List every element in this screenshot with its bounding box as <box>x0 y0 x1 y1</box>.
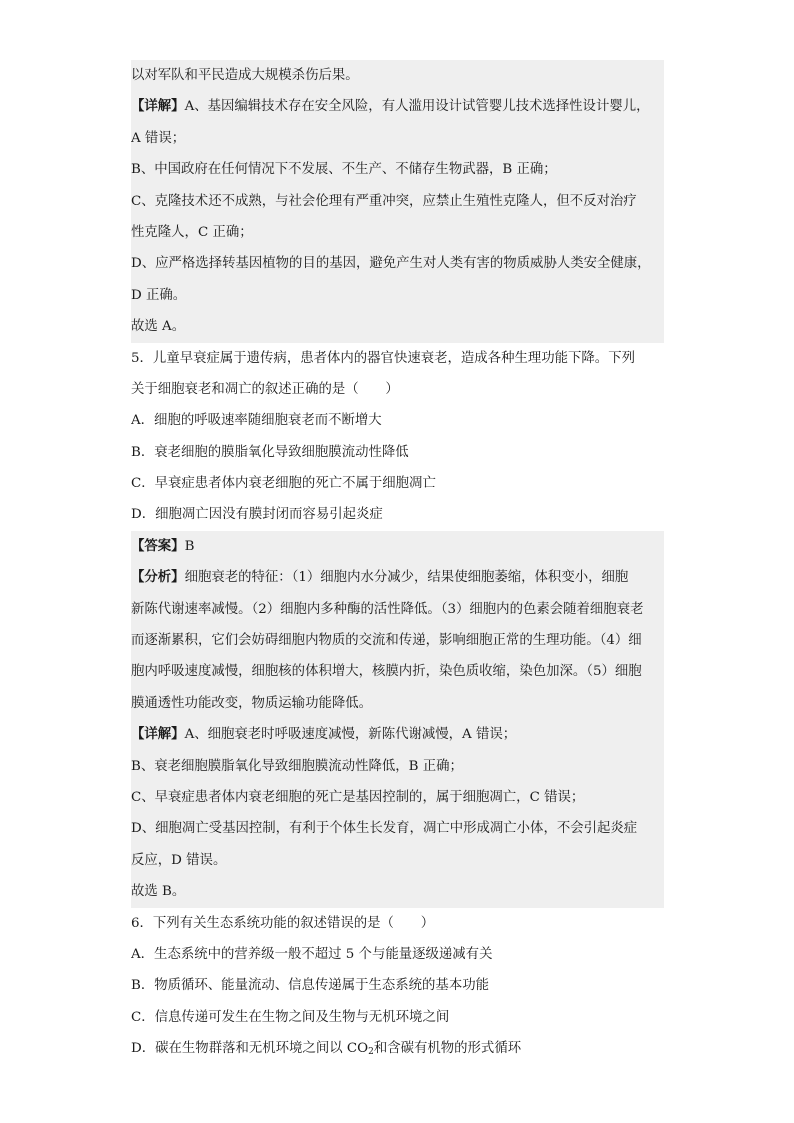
document-page <box>131 60 664 1065</box>
analysis-tag: 【分析】 <box>131 569 185 586</box>
option-c: C．信息传递可发生在生物之间及生物与无机环境之间 <box>131 1009 450 1025</box>
question-5 <box>131 343 664 531</box>
text-line: D、应严格选择转基因植物的目的基因，避免产生对人类有害的物质威胁人类安全健康， <box>131 256 651 272</box>
answer-value: B <box>184 538 195 554</box>
text-line: D 正确。 <box>131 287 187 303</box>
text-line: 胞内呼吸速度减慢，细胞核的体积增大，核膜内折，染色质收缩，染色加深。（5）细胞 <box>131 664 642 680</box>
text-line: 以对军队和平民造成大规模杀伤后果。 <box>131 68 359 83</box>
subscript: 2 <box>368 1047 374 1058</box>
detail-tag: 【详解】 <box>131 98 185 115</box>
text-line: C、克隆技术还不成熟，与社会伦理有严重冲突，应禁止生殖性克隆人，但不反对治疗 <box>131 193 637 209</box>
option-a: A．生态系统中的营养级一般不超过 5 个与能量逐级递减有关 <box>131 946 493 962</box>
text-line: B、衰老细胞膜脂氧化导致细胞膜流动性降低，B 正确； <box>131 758 463 774</box>
detail-tag: 【详解】 <box>131 726 185 743</box>
text-line: 故选 A。 <box>131 319 186 335</box>
option-a: A．细胞的呼吸速率随细胞衰老而不断增大 <box>131 413 382 429</box>
text-line: C、早衰症患者体内衰老细胞的死亡是基因控制的，属于细胞凋亡，C 错误； <box>131 789 585 805</box>
text-line: D、细胞凋亡受基因控制，有利于个体生长发育，凋亡中形成凋亡小体，不会引起炎症 <box>131 821 638 837</box>
text-line: 反应，D 错误。 <box>131 852 227 868</box>
text-line: 而逐渐累积，它们会妨碍细胞内物质的交流和传递，影响细胞正常的生理功能。（4）细 <box>131 633 642 649</box>
detail-line: 【详解】A、细胞衰老时呼吸速度减慢，新陈代谢减慢，A 错误； <box>131 726 517 743</box>
q5-solution-block <box>131 531 664 908</box>
option-b: B．衰老细胞的膜脂氧化导致细胞膜流动性降低 <box>131 444 409 460</box>
question-stem: 5．儿童早衰症属于遗传病，患者体内的器官快速衰老，造成各种生理功能下降。下列 <box>131 350 635 366</box>
text-line: A 错误； <box>131 130 186 146</box>
option-b: B．物质循环、能量流动、信息传递属于生态系统的基本功能 <box>131 978 489 994</box>
text-line: 新陈代谢速率减慢。（2）细胞内多种酶的活性降低。（3）细胞内的色素会随着细胞衰老 <box>131 601 644 617</box>
question-6 <box>131 908 664 1065</box>
option-d: D．碳在生物群落和无机环境之间以 $CO_2$和含碳有机物的形式循环 <box>131 1041 522 1058</box>
question-stem: 6．下列有关生态系统功能的叙述错误的是（ ） <box>131 915 435 931</box>
option-c: C．早衰症患者体内衰老细胞的死亡不属于细胞凋亡 <box>131 476 436 492</box>
option-d: D．细胞凋亡因没有膜封闭而容易引起炎症 <box>131 507 383 523</box>
text-line: 故选 B。 <box>131 884 186 900</box>
q4-solution-block <box>131 60 664 343</box>
text-line: B、中国政府在任何情况下不发展、不生产、不储存生物武器，B 正确； <box>131 162 557 178</box>
question-stem: 关于细胞衰老和凋亡的叙述正确的是（ ） <box>131 381 399 397</box>
analysis-line: 【分析】细胞衰老的特征：（1）细胞内水分减少，结果使细胞萎缩，体积变小，细胞 <box>131 569 629 586</box>
answer-tag: 【答案】 <box>131 537 185 554</box>
text-line: 膜通透性功能改变，物质运输功能降低。 <box>131 695 373 711</box>
detail-line: 【详解】A、基因编辑技术存在安全风险，有人滥用设计试管婴儿技术选择性设计婴儿， <box>131 98 650 115</box>
answer-line <box>131 531 664 562</box>
text-line: 性克隆人，C 正确； <box>131 224 253 240</box>
